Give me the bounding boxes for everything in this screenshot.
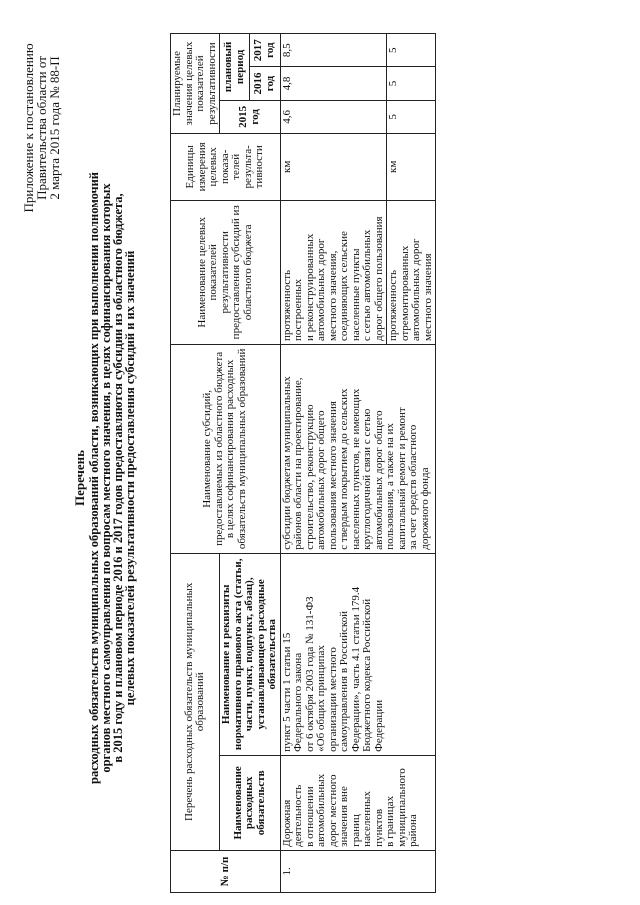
title-line-1: расходных обязательств муниципальных образований области, возникающих при выполнении полномочий xyxy=(87,172,101,784)
header-row-1 xyxy=(171,34,220,893)
header-planned-group: Планируемые значения целевых показателей результативности xyxy=(171,34,220,134)
value-2017: 8,5 xyxy=(280,34,387,67)
obligation-name: Дорожная деятельность в отношении автомобильных дорог местного значения вне границ населенных пунктов в границах муниципального района xyxy=(280,755,436,850)
title-line-3: в 2015 году и плановом периоде 2016 и 2017 годов предоставляются субсидии из областного бюджета, xyxy=(111,193,125,763)
header-legal-act: Наименование и реквизиты нормативного правового акта (статьи, части, пункт, подпункт, абзац), устанавливающего расходные обязательства xyxy=(220,553,281,755)
appendix-line-1: Приложение к постановлению xyxy=(21,43,36,213)
header-unit: Единицы измерения целевых показа- телей результа- тивности xyxy=(171,134,281,201)
indicator-name: протяженность отремонтированных автомобильных дорог местного значения xyxy=(387,200,436,344)
rotated-page xyxy=(22,13,622,893)
row-number: 1. xyxy=(280,850,436,892)
title-line-2: органов местного самоуправления по вопросам местного значения, в целях софинансирования которых xyxy=(99,183,113,773)
appendix-line-2: Правительства области от xyxy=(34,56,49,200)
header-year-2015: 2015 год xyxy=(220,100,281,133)
header-subsidy-name: Наименование субсидий, предоставляемых из областного бюджета в целях софинансирования расходных обязательств муниципальных образований xyxy=(171,344,281,553)
value-2016: 5 xyxy=(387,67,436,100)
value-2016: 4,8 xyxy=(280,67,387,100)
title-line-4: целевых показателей результативности предоставления субсидий и их значений xyxy=(123,250,137,706)
header-plan-period: плановый период xyxy=(220,34,250,101)
header-year-2017: 2017 год xyxy=(250,34,280,67)
obligations-table xyxy=(170,33,436,893)
header-year-2016: 2016 год xyxy=(250,67,280,100)
value-2017: 5 xyxy=(387,34,436,67)
appendix-note xyxy=(22,13,61,243)
header-num: № п/п xyxy=(171,850,281,892)
appendix-line-3: 2 марта 2015 года № 88-П xyxy=(47,56,62,200)
header-obligation-name: Наименование расходных обязательств xyxy=(220,755,281,850)
indicator-unit: км xyxy=(280,134,387,201)
legal-act: пункт 5 части 1 статьи 15 Федерального закона от 6 октября 2003 года № 131-ФЗ «Об общих принципах организации местного самоуправления в Российской Федерации», часть 4.1 статьи 179.4 Бюджетного кодекса Российской Федерации xyxy=(280,553,436,755)
title-heading: Перечень xyxy=(72,449,87,507)
indicator-name: протяженность построенных и реконструированных автомобильных дорог местного значения, соединяющих сельские населенные пункты с сетью автомобильных дорог общего пользования xyxy=(280,200,387,344)
value-2015: 5 xyxy=(387,100,436,133)
subsidy-name: субсидии бюджетам муниципальных районов области на проектирование, строительство, реконструкцию автомобильных дорог общего пользования местного значения с твердым покрытием до сельских населенных пунктов, не имеющих круглогодичной связи с сетью автомобильных дорог общего пользования, а также на их капитальный ремонт и ремонт за счет средств областного дорожного фонда xyxy=(280,344,436,553)
indicator-unit: км xyxy=(387,134,436,201)
table-row xyxy=(280,34,387,893)
header-indicator-name: Наименование целевых показателей результативности предоставления субсидий из областного бюджета xyxy=(171,200,281,344)
value-2015: 4,6 xyxy=(280,100,387,133)
header-obligations-group: Перечень расходных обязательств муниципальных образований xyxy=(171,553,220,850)
document-title xyxy=(74,63,136,893)
